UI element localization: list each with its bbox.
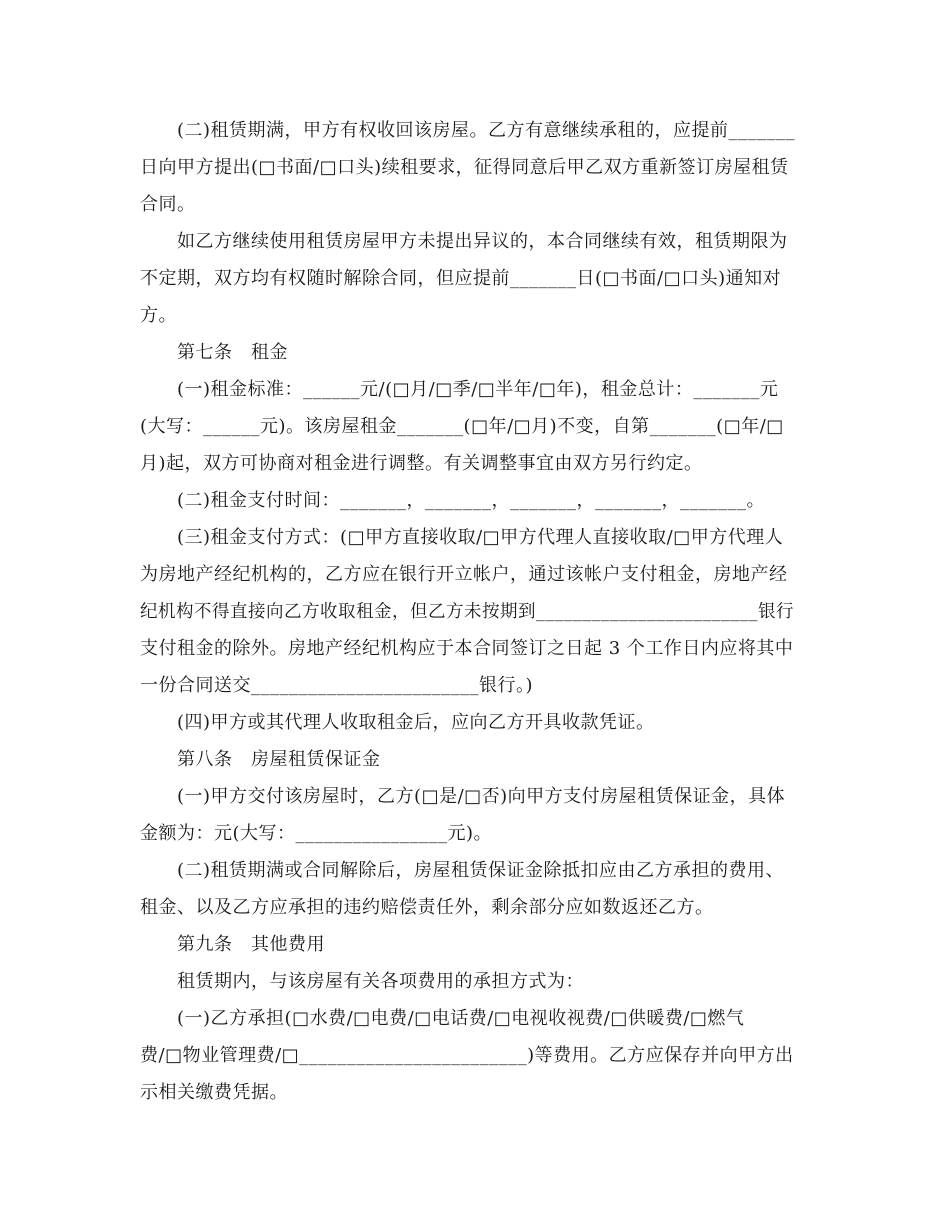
text-line: (一)乙方承担(□水费/□电费/□电话费/□电视收视费/□供暖费/□燃气	[140, 1008, 745, 1029]
text-line: (二)租金支付时间：_______，_______，_______，_______，_______。	[140, 490, 766, 511]
text-line: 不定期，双方均有权随时解除合同，但应提前_______日(□书面/□口头)通知对	[140, 268, 782, 289]
text-line: 为房地产经纪机构的，乙方应在银行开立帐户，通过该帐户支付租金，房地产经	[140, 564, 788, 585]
text-line: 月)起，双方可协商对租金进行调整。有关调整事宜由双方另行约定。	[140, 453, 703, 474]
text-line: 纪机构不得直接向乙方收取租金，但乙方未按期到________________________银行	[140, 602, 794, 622]
text-line: (一)租金标准：______元/(□月/□季/□半年/□年)，租金总计：_______元	[140, 379, 779, 400]
text-line: (二)租赁期满或合同解除后，房屋租赁保证金除抵扣应由乙方承担的费用、	[140, 860, 785, 881]
text-line: (一)甲方交付该房屋时，乙方(□是/□否)向甲方支付房屋租赁保证金，具体	[140, 786, 786, 807]
text-line: (二)租赁期满，甲方有权收回该房屋。乙方有意继续承租的，应提前_______	[140, 120, 796, 141]
text-line: 金额为：元(大写：________________元)。	[140, 823, 493, 844]
text-line: 租赁期内，与该房屋有关各项费用的承担方式为：	[140, 971, 584, 992]
section-heading: 第七条 租金	[140, 342, 288, 363]
text-line: 合同。	[140, 194, 196, 215]
text-line: 支付租金的除外。房地产经纪机构应于本合同签订之日起 3 个工作日内应将其中	[140, 638, 794, 659]
text-line: 日向甲方提出(□书面/□口头)续租要求，征得同意后甲乙双方重新签订房屋租赁	[140, 157, 789, 178]
text-line: (大写：______元)。该房屋租金_______(□年/□月)不变，自第_______(□年/□	[140, 416, 784, 437]
text-line: 租金、以及乙方应承担的违约赔偿责任外，剩余部分应如数返还乙方。	[140, 897, 714, 918]
text-line: 如乙方继续使用租赁房屋甲方未提出异议的，本合同继续有效，租赁期限为	[140, 231, 788, 252]
section-heading: 第八条 房屋租赁保证金	[140, 749, 381, 770]
text-line: 费/□物业管理费/□________________________)等费用。乙方应保存并向甲方出	[140, 1045, 794, 1066]
text-line: (四)甲方或其代理人收取租金后，应向乙方开具收款凭证。	[140, 712, 655, 733]
text-line: 一份合同送交________________________银行。)	[140, 675, 534, 696]
text-line: 示相关缴费凭据。	[140, 1082, 288, 1103]
text-line: 方。	[140, 305, 177, 326]
section-heading: 第九条 其他费用	[140, 934, 325, 955]
text-line: (三)租金支付方式：(□甲方直接收取/□甲方代理人直接收取/□甲方代理人	[140, 527, 784, 548]
